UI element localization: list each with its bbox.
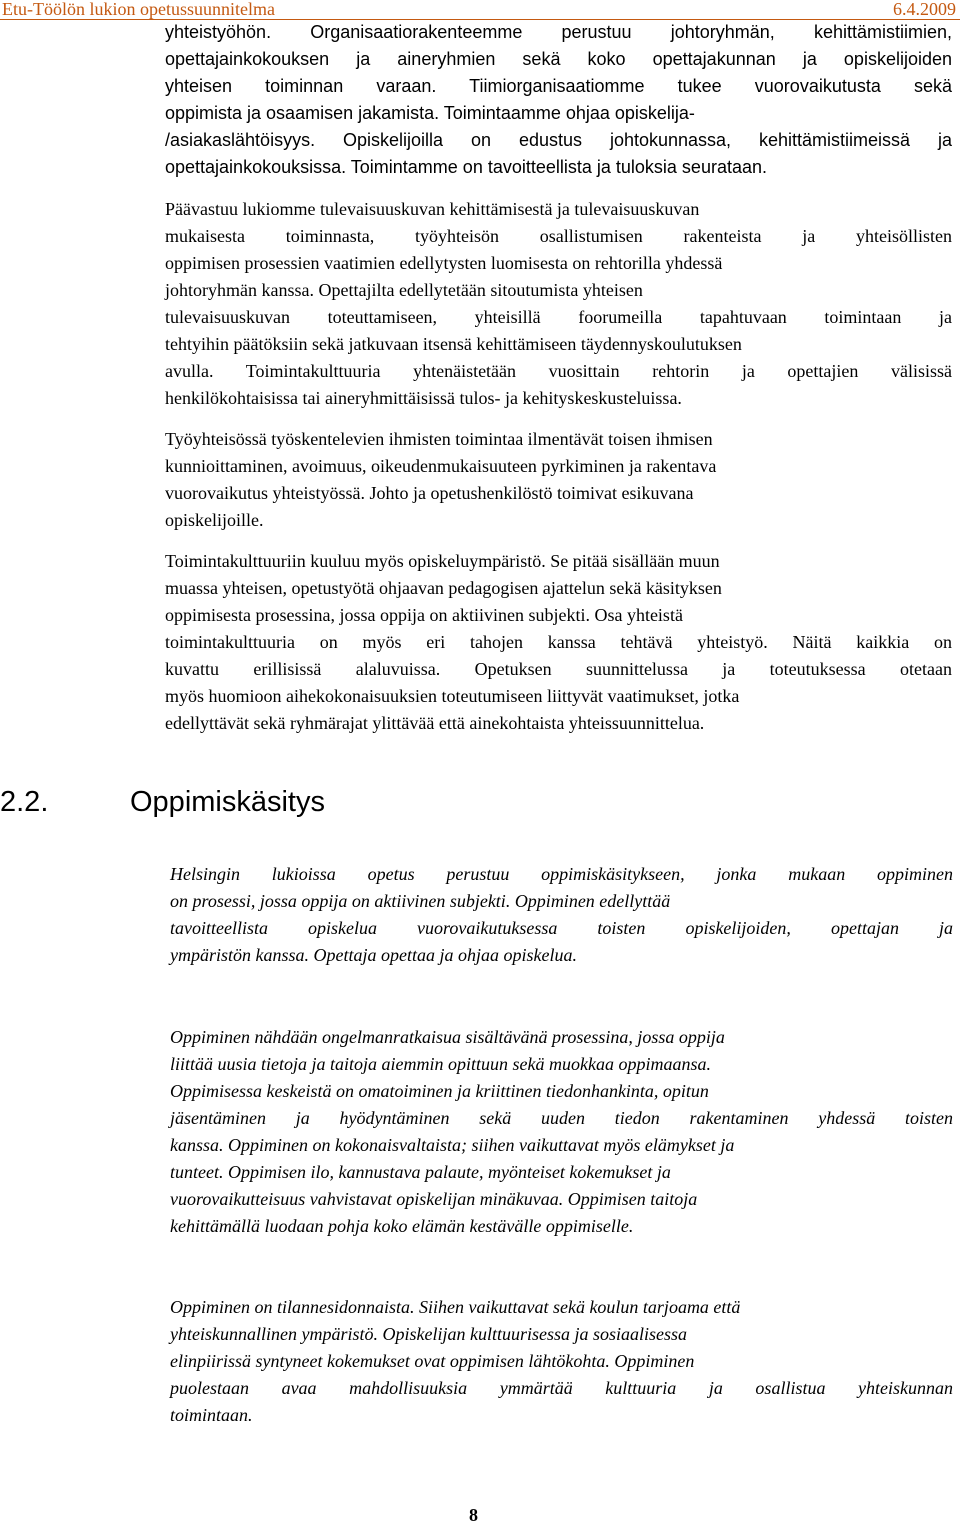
- text-line: on prosessi, jossa oppija on aktiivinen subjekti. Oppiminen edellyttää: [170, 891, 671, 911]
- section-title: Oppimiskäsitys: [130, 786, 325, 818]
- running-header: [0, 0, 960, 19]
- text-line: Helsingin lukioissa opetus perustuu oppimiskäsitykseen, jonka mukaan oppiminen: [170, 864, 953, 884]
- text-line: oppimista ja osaamisen jakamista. Toimintaamme ohjaa opiskelija-: [165, 103, 695, 123]
- text-line: oppimisesta prosessina, jossa oppija on aktiivinen subjekti. Osa yhteistä: [165, 605, 683, 625]
- text-line: vuorovaikutteisuus vahvistavat opiskelijan minäkuvaa. Oppimisen taitoja: [170, 1189, 698, 1209]
- text-line: toimintaan.: [170, 1405, 253, 1425]
- text-line: johtoryhmän kanssa. Opettajilta edellytetään sitoutumista yhteisen: [165, 280, 643, 300]
- text-line: yhteisen toiminnan varaan. Tiimiorganisaatiomme tukee vuorovaikutusta sekä: [165, 76, 952, 96]
- text-line: Työyhteisössä työskentelevien ihmisten toimintaa ilmentävät toisen ihmisen: [165, 429, 713, 449]
- text-line: puolestaan avaa mahdollisuuksia ymmärtää kulttuuria ja osallistua yhteiskunnan: [170, 1378, 953, 1398]
- text-line: liittää uusia tietoja ja taitoja aiemmin opittuun sekä muokkaa oppimaansa.: [170, 1054, 711, 1074]
- text-line: tulevaisuuskuvan toteuttamiseen, yhteisillä foorumeilla tapahtuvaan toimintaan ja: [165, 307, 952, 327]
- italic-paragraph-situational: [170, 1294, 953, 1429]
- text-line: oppimisen prosessien vaatimien edellytysten luomisesta on rehtorilla yhdessä: [165, 253, 723, 273]
- text-line: opettajainkokouksissa. Toimintamme on tavoitteellista ja tuloksia seurataan.: [165, 157, 767, 177]
- text-line: henkilökohtaisissa tai aineryhmittäisissä tulos- ja kehityskeskusteluissa.: [165, 388, 682, 408]
- text-line: tehtyihin päätöksiin sekä jatkuvaan itsensä kehittämiseen täydennyskoulutuksen: [165, 334, 742, 354]
- section-number: 2.2.: [0, 786, 49, 818]
- text-line: vuorovaikutus yhteistyössä. Johto ja opetushenkilöstö toimivat esikuvana: [165, 483, 694, 503]
- text-line: kehittämällä luodaan pohja koko elämän kestävälle oppimiselle.: [170, 1216, 634, 1236]
- text-line: opiskelijoille.: [165, 510, 264, 530]
- paragraph-learning-environment: [165, 548, 952, 737]
- text-line: kunnioittaminen, avoimuus, oikeudenmukaisuuteen pyrkiminen ja rakentava: [165, 456, 717, 476]
- text-line: ympäristön kanssa. Opettaja opettaa ja ohjaa opiskelua.: [170, 945, 577, 965]
- paragraph-organisation: [165, 19, 952, 181]
- text-line: Toimintakulttuuriin kuuluu myös opiskeluympäristö. Se pitää sisällään muun: [165, 551, 720, 571]
- italic-paragraph-problem-solving: [170, 1024, 953, 1240]
- text-line: tavoitteellista opiskelua vuorovaikutuksessa toisten opiskelijoiden, opettajan ja: [170, 918, 953, 938]
- document-title: Etu-Töölön lukion opetussuunnitelma: [2, 0, 275, 19]
- text-line: yhteiskunnallinen ympäristö. Opiskelijan kulttuurisessa ja sosiaalisessa: [170, 1324, 687, 1344]
- text-line: Oppiminen on tilannesidonnaista. Siihen vaikuttavat sekä koulun tarjoama että: [170, 1297, 741, 1317]
- document-date: 6.4.2009: [893, 0, 956, 19]
- section-heading: [0, 784, 325, 820]
- text-line: mukaisesta toiminnasta, työyhteisön osallistumisen rakenteista ja yhteisöllisten: [165, 226, 952, 246]
- text-line: jäsentäminen ja hyödyntäminen sekä uuden tiedon rakentaminen yhdessä toisten: [170, 1108, 953, 1128]
- text-line: avulla. Toimintakulttuuria yhtenäistetään vuosittain rehtorin ja opettajien välisissä: [165, 361, 952, 381]
- text-line: toimintakulttuuria on myös eri tahojen kanssa tehtävä yhteistyö. Näitä kaikkia on: [165, 632, 952, 652]
- text-line: elinpiirissä syntyneet kokemukset ovat oppimisen lähtökohta. Oppiminen: [170, 1351, 695, 1371]
- text-line: myös huomioon aihekokonaisuuksien toteutumiseen liittyvät vaatimukset, jotka: [165, 686, 740, 706]
- italic-paragraph-learning-concept: [170, 861, 953, 969]
- text-line: Oppimisessa keskeistä on omatoiminen ja kriittinen tiedonhankinta, opitun: [170, 1081, 709, 1101]
- text-line: opettajainkokouksen ja aineryhmien sekä koko opettajakunnan ja opiskelijoiden: [165, 49, 952, 69]
- text-line: muassa yhteisen, opetustyötä ohjaavan pedagogisen ajattelun sekä käsityksen: [165, 578, 722, 598]
- text-line: Päävastuu lukiomme tulevaisuuskuvan kehittämisestä ja tulevaisuuskuvan: [165, 199, 700, 219]
- text-line: /asiakaslähtöisyys. Opiskelijoilla on edustus johtokunnassa, kehittämistiimeissä ja: [165, 130, 952, 150]
- text-line: tunteet. Oppimisen ilo, kannustava palaute, myönteiset kokemukset ja: [170, 1162, 671, 1182]
- text-line: yhteistyöhön. Organisaatiorakenteemme perustuu johtoryhmän, kehittämistiimien,: [165, 22, 952, 42]
- paragraph-work-community: [165, 426, 952, 534]
- paragraph-responsibility: [165, 196, 952, 412]
- page-number: 8: [469, 1505, 478, 1525]
- text-line: kanssa. Oppiminen on kokonaisvaltaista; siihen vaikuttavat myös elämykset ja: [170, 1135, 735, 1155]
- text-line: kuvattu erillisissä alaluvuissa. Opetuksen suunnittelussa ja toteutuksessa otetaan: [165, 659, 952, 679]
- text-line: Oppiminen nähdään ongelmanratkaisua sisältävänä prosessina, jossa oppija: [170, 1027, 725, 1047]
- text-line: edellyttävät sekä ryhmärajat ylittävää että ainekohtaista yhteissuunnittelua.: [165, 713, 705, 733]
